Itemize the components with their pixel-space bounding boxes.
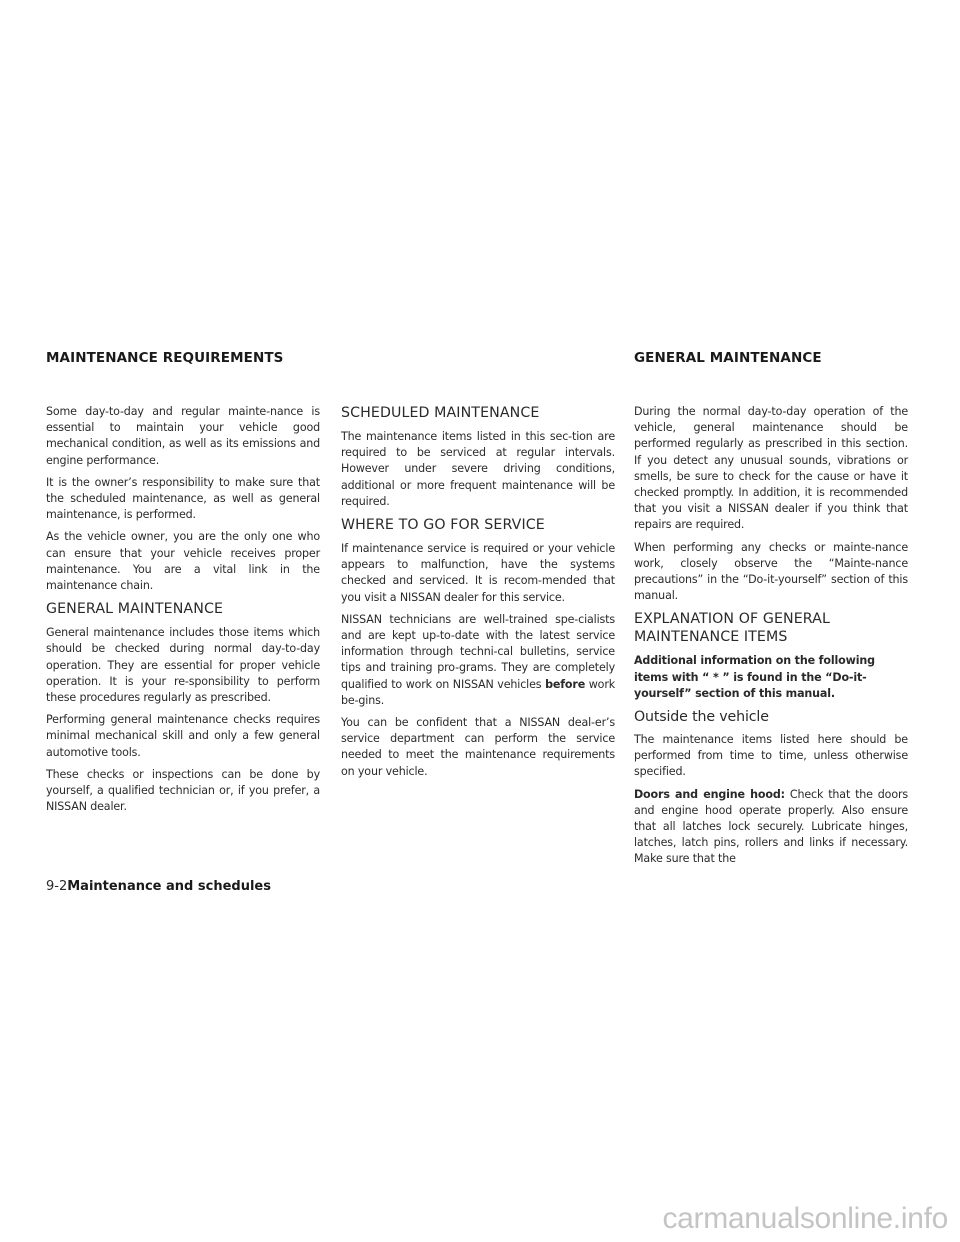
- paragraph-daily-operation: During the normal day-to-day operation of the vehicle, general maintenance should be performed regularly as prescribed in this section. If you detect any unusual sounds, vibrations or smells, be sure to check for the cause or have it checked promptly. In addition, it is recommended that you visit a NISSAN dealer if you think that repairs are required.: [634, 405, 908, 532]
- doors-hood-text: Check that the doors and engine hood operate properly. Also ensure that all latches lock securely. Lubricate hinges, latches, latch pins, rollers and links if necessary. Make sure that the: [634, 787, 908, 866]
- technicians-text-bold: before: [545, 677, 586, 691]
- technicians-text-end: work be-gins.: [341, 677, 616, 707]
- chapter-title: Maintenance and schedules: [67, 879, 271, 894]
- section-header-general-maintenance: GENERAL MAINTENANCE: [634, 350, 822, 366]
- paragraph-outside-items: The maintenance items listed here should be performed from time to time, unless otherwise specified.: [634, 733, 908, 779]
- paragraph-owner-responsibility: It is the owner’s responsibility to make sure that the scheduled maintenance, as well as general maintenance, is performed.: [46, 475, 320, 522]
- paragraph-intro: Some day-to-day and regular mainte-nance is essential to maintain your vehicle good mechanical condition, as well as its emissions and engine performance.: [46, 405, 320, 467]
- heading-where-to-go: WHERE TO GO FOR SERVICE: [341, 517, 545, 534]
- column-1: [46, 404, 320, 821]
- heading-explanation-line1: EXPLANATION OF GENERAL: [634, 611, 830, 628]
- paragraph-dealer-service: If maintenance service is required or your vehicle appears to malfunction, have the systems checked and serviced. It is recom-mended that you visit a NISSAN dealer for this service.: [341, 542, 615, 604]
- heading-outside-vehicle: Outside the vehicle: [634, 709, 769, 726]
- heading-explanation-line2: MAINTENANCE ITEMS: [634, 629, 788, 646]
- paragraph-doors-hood: [634, 787, 908, 868]
- watermark: carmanualsonline.info: [662, 1202, 948, 1235]
- column-2: [341, 404, 615, 786]
- heading-explanation: [634, 610, 908, 646]
- paragraph-general-items: General maintenance includes those items which should be checked during normal day-to-day operation. They are essential for proper vehicle operation. It is your re-sponsibility to perform these procedures regularly as prescribed.: [46, 626, 320, 705]
- page-number: 9-2: [46, 879, 68, 894]
- column-3: [634, 404, 908, 874]
- heading-general-maintenance: GENERAL MAINTENANCE: [46, 601, 224, 618]
- paragraph-precautions: When performing any checks or mainte-nance work, closely observe the “Mainte-nance precautions” in the “Do-it-yourself” section of this manual.: [634, 540, 908, 603]
- paragraph-who-can-check: These checks or inspections can be done by yourself, a qualified technician or, if you prefer, a NISSAN dealer.: [46, 767, 320, 814]
- paragraph-vital-link: As the vehicle owner, you are the only one who can ensure that your vehicle receives proper maintenance. You are a vital link in the maintenance chain.: [46, 530, 320, 593]
- paragraph-additional-info-note: Additional information on the following items with “ * ” is found in the “Do-it-yourself” section of this manual.: [634, 654, 875, 700]
- page-footer: [46, 879, 271, 894]
- paragraph-scheduled-intervals: The maintenance items listed in this sec-tion are required to be serviced at regular intervals. However under severe driving conditions, additional or more frequent maintenance will be required.: [341, 430, 615, 508]
- technicians-text-start: NISSAN technicians are well-trained spe-cialists and are kept up-to-date with the latest service information through techni-cal bulletins, service tips and training pro-grams. They are completely qualified to work on NISSAN vehicles: [341, 612, 615, 691]
- paragraph-technicians: [341, 612, 615, 709]
- paragraph-mechanical-skill: Performing general maintenance checks requires minimal mechanical skill and only a few general automotive tools.: [46, 713, 320, 759]
- paragraph-confident: You can be confident that a NISSAN deal-er’s service department can perform the service needed to meet the maintenance requirements on your vehicle.: [341, 716, 615, 778]
- heading-scheduled-maintenance: SCHEDULED MAINTENANCE: [341, 405, 540, 421]
- doors-hood-label: Doors and engine hood:: [634, 787, 785, 801]
- section-header-maintenance-requirements: MAINTENANCE REQUIREMENTS: [46, 350, 284, 366]
